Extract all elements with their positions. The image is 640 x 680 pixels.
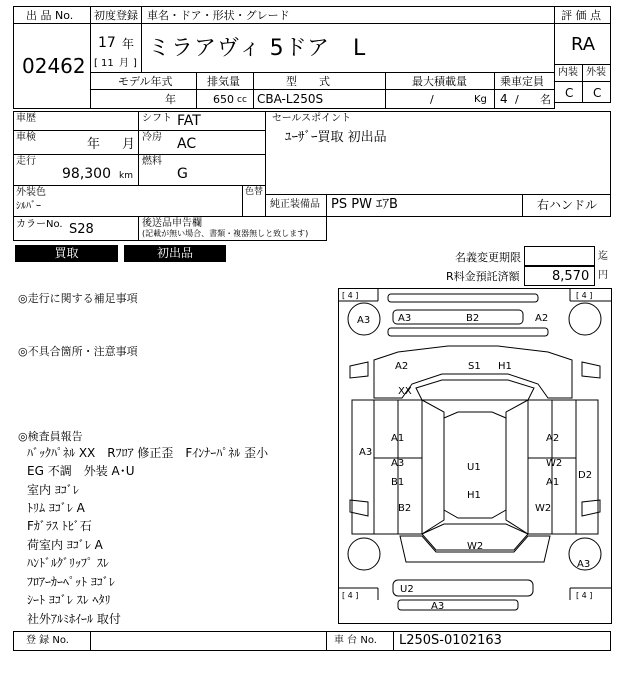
exterior-score-cell (582, 81, 611, 103)
mark-left-rear-wheel: A3 (357, 315, 371, 326)
model-year-label: モデル年式 (118, 75, 173, 88)
first-reg-month-open: [ (94, 58, 98, 69)
inspector-line: ﾊﾝﾄﾞﾙｸﾞﾘｯﾌﾟ ｽﾚ (27, 556, 109, 570)
tag-first-listing: 初出品 (124, 245, 226, 262)
equipment-value: PS PW ｴｱB (331, 197, 398, 212)
inspector-line: ｼｰﾄ ﾖｺﾞﾚ ｽﾚ ﾍﾀﾘ (27, 593, 111, 607)
recycle-value-box (524, 266, 595, 286)
mark-right-rocker: D2 (578, 470, 593, 481)
details-left-block (13, 111, 266, 186)
tire-tr: [ 4 ] (576, 291, 593, 300)
mark-right-front: W2 (535, 503, 552, 514)
first-reg-month-close: ] (133, 58, 137, 69)
shift-label: シフト (142, 113, 172, 124)
color-value: ｼﾙﾊﾞｰ (16, 201, 41, 212)
max-load-sep: / (430, 93, 434, 106)
displacement-unit: cc (237, 95, 247, 105)
mark-center-u1: U1 (467, 462, 481, 473)
mark-left-rocker: A3 (359, 447, 373, 458)
inspector-line: ﾄﾘﾑ ﾖｺﾞﾚ A (27, 501, 85, 515)
mark-roof-h1: H1 (498, 361, 512, 372)
mark-front-bumper-a3: A3 (431, 601, 445, 612)
fuel-value: G (177, 166, 188, 182)
recycle-label: R料金預託済額 (446, 270, 520, 283)
inspector-label: ◎検査員報告 (18, 430, 83, 443)
interior-label-cell (554, 64, 583, 82)
inspector-line: ﾌﾛｱｰｶｰﾍﾟｯﾄ ﾖｺﾞﾚ (27, 575, 115, 589)
lot-label-cell (13, 6, 91, 24)
displacement-value: 650 (213, 93, 234, 106)
capacity-label: 乗車定員 (500, 75, 544, 88)
inspector-line: 荷室内 ﾖｺﾞﾚ A (27, 538, 103, 552)
color-row (13, 185, 266, 217)
inspector-line: Fｶﾞﾗｽ ﾄﾋﾞ石 (27, 519, 92, 533)
docs-label: 後送品申告欄 (142, 218, 202, 229)
driving-notes-label: ◎走行に関する補足事項 (18, 292, 138, 305)
ac-value: AC (177, 136, 197, 152)
history-label: 車歴 (16, 113, 36, 124)
model-year-unit: 年 (165, 93, 176, 106)
mark-left-front-door-b1: B1 (391, 477, 405, 488)
color-label: 外装色 (16, 187, 46, 198)
interior-label: 内装 (558, 67, 578, 78)
handle-value: 右ハンドル (537, 198, 598, 212)
fuel-label: 燃料 (142, 156, 162, 167)
first-reg-label-cell (90, 6, 142, 24)
mark-right-mid-a1: A1 (546, 477, 560, 488)
mark-center-h1: H1 (467, 490, 481, 501)
type-label: 型 式 (286, 75, 330, 88)
mark-left-rear-fender: A2 (395, 361, 409, 372)
car-damage-diagram (338, 288, 612, 624)
first-reg-month: 11 (101, 58, 114, 69)
recycle-value: 8,570 (552, 269, 590, 284)
car-name-cell (141, 23, 555, 73)
inspector-line: 社外ｱﾙﾐﾎｲｰﾙ 取付 (27, 612, 121, 626)
capacity-unit: 名 (540, 93, 551, 106)
first-reg-label: 初度登録 (94, 9, 138, 22)
mark-right-front-wheel: A3 (577, 559, 591, 570)
score-cell (554, 23, 611, 65)
lot-label: 出 品 No. (26, 9, 74, 22)
interior-score: C (565, 86, 574, 100)
max-load-label: 最大積載量 (412, 75, 467, 88)
equipment-label: 純正装備品 (270, 199, 320, 210)
inspector-line: 室内 ﾖｺﾞﾚ (27, 483, 79, 497)
mark-left-rear-fender-xx: XX (398, 386, 412, 397)
inspection-year-unit: 年 (87, 137, 101, 152)
shift-value: FAT (177, 113, 201, 129)
chassis-number: L250S-0102163 (399, 633, 502, 648)
exterior-label: 外装 (586, 67, 606, 78)
tire-tl: [ 4 ] (342, 291, 359, 300)
mark-left-front-door-a3: A3 (391, 458, 405, 469)
mark-windshield: W2 (467, 541, 484, 552)
color-no-value: S28 (69, 222, 94, 237)
name-change-label: 名義変更期限 (455, 251, 521, 264)
color-change-label: 色替 (245, 187, 264, 197)
mark-right-mid-w2: W2 (546, 458, 563, 469)
mark-rear-bumper-right: A2 (535, 313, 549, 324)
exterior-label-cell (582, 64, 611, 82)
first-reg-month-unit: 月 (119, 58, 129, 69)
max-load-unit: Kg (474, 94, 487, 105)
mark-rear-bumper-left: A3 (398, 313, 412, 324)
reg-no-label: 登 録 No. (26, 635, 69, 646)
docs-note: (記載が無い場合、書類・複器無しと致します) (142, 229, 309, 238)
inspector-line: ﾊﾞｯｸﾊﾟﾈﾙ XX Rﾌﾛｱ 修正歪 Fｲﾝﾅｰﾊﾟﾈﾙ 歪小 (27, 446, 269, 460)
tire-bl: [ 4 ] (342, 591, 359, 600)
interior-score-cell (554, 81, 583, 103)
mileage-value: 98,300 (62, 166, 111, 182)
car-name-label: 車名・ドア・形状・グレード (147, 9, 290, 22)
ac-label: 冷房 (142, 132, 162, 143)
name-change-unit: 迄 (598, 251, 608, 262)
tire-br: [ 4 ] (576, 591, 593, 600)
mark-left-rear-door: A1 (391, 433, 405, 444)
chassis-label: 車 台 No. (334, 635, 377, 646)
inspection-label: 車検 (16, 132, 36, 143)
mark-left-front-fender: B2 (398, 503, 412, 514)
car-name-label-cell (141, 6, 555, 24)
name-change-value-box (524, 246, 595, 266)
recycle-unit: 円 (598, 270, 608, 281)
defects-notes-label: ◎不具合箇所・注意事項 (18, 345, 138, 358)
score-label: 評 価 点 (561, 9, 601, 22)
tag-buy: 買取 (15, 245, 118, 262)
inspection-month-unit: 月 (122, 137, 136, 152)
sales-point-value: ﾕｰｻﾞｰ買取 初出品 (285, 130, 387, 145)
exterior-score: C (593, 86, 602, 100)
capacity-value: 4 (500, 92, 508, 106)
first-reg-year: 17 (98, 35, 116, 51)
lot-number: 02462 (22, 54, 86, 78)
mileage-unit: km (119, 171, 133, 181)
mark-front-bumper-u2: U2 (400, 584, 414, 595)
mark-roof-s1: S1 (468, 361, 481, 372)
score-label-cell (554, 6, 611, 24)
score-value: RA (571, 34, 596, 55)
inspector-line: EG 不調 外装 A･U (27, 464, 135, 478)
displacement-label: 排気量 (207, 75, 240, 88)
first-reg-cell (90, 23, 142, 73)
mark-rear-bumper-mid: B2 (466, 313, 480, 324)
sales-point-label: セールスポイント (272, 113, 352, 124)
mileage-label: 走行 (16, 156, 36, 167)
lot-number-cell (13, 23, 91, 109)
car-name: ミラアヴィ 5ドア L (148, 36, 367, 61)
type-value: CBA-L250S (257, 92, 324, 106)
mark-right-rear-door: A2 (546, 433, 560, 444)
color-no-label: カラーNo. (16, 219, 63, 230)
capacity-sep: / (515, 93, 519, 106)
first-reg-year-unit: 年 (122, 37, 135, 51)
